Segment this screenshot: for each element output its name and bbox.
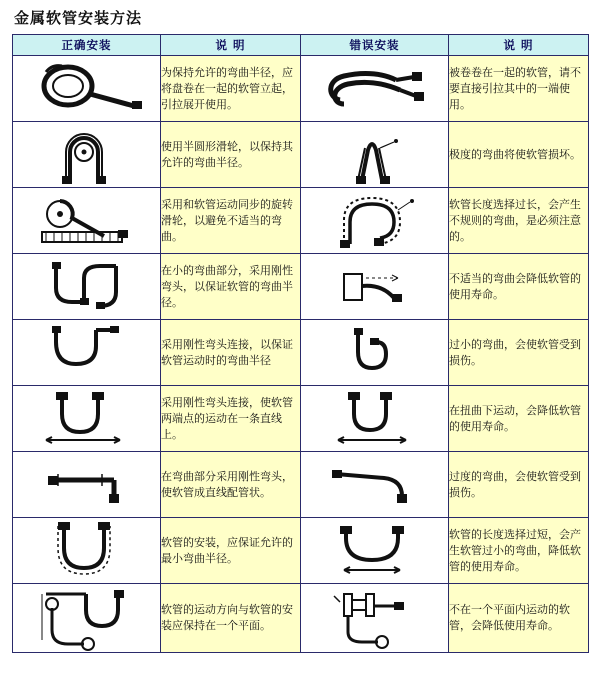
description-wrong: 过度的弯曲，会使软管受到损伤。 <box>449 452 589 518</box>
table-row <box>13 122 589 188</box>
too-long-hose-wrong-icon <box>310 522 440 580</box>
description-wrong: 软管长度选择过长，会产生不规则的弯曲，是必须注意的。 <box>449 188 589 254</box>
semicircular-sheave-correct-icon <box>22 126 152 184</box>
improper-bend-wrong-icon <box>310 258 440 316</box>
table-row <box>13 518 589 584</box>
description-correct: 采用刚性弯头连接，使软管两端点的运动在一条直线上。 <box>161 386 301 452</box>
min-bend-radius-correct-icon <box>22 522 152 580</box>
header-correct-install: 正确安装 <box>13 35 161 56</box>
figure-cell-wrong <box>301 584 449 653</box>
figure-cell-correct <box>13 188 161 254</box>
description-wrong: 过小的弯曲，会使软管受到损伤。 <box>449 320 589 386</box>
coiled-hose-wrong-icon <box>310 60 440 118</box>
figure-cell-wrong <box>301 386 449 452</box>
table-row <box>13 188 589 254</box>
figure-cell-correct <box>13 584 161 653</box>
hose-installation-table <box>12 34 589 653</box>
figure-cell-correct <box>13 386 161 452</box>
description-correct: 为保持允许的弯曲半径，应将盘卷在一起的软管立起，引拉展开使用。 <box>161 56 301 122</box>
table-row <box>13 56 589 122</box>
table-row <box>13 320 589 386</box>
figure-cell-correct <box>13 320 161 386</box>
figure-cell-wrong <box>301 320 449 386</box>
table-row <box>13 386 589 452</box>
too-small-bend-wrong-icon <box>310 324 440 382</box>
description-correct: 采用和软管运动同步的旋转滑轮，以避免不适当的弯曲。 <box>161 188 301 254</box>
description-correct: 软管的运动方向与软管的安装应保持在一个平面。 <box>161 584 301 653</box>
figure-cell-correct <box>13 122 161 188</box>
straight-line-elbow-correct-icon <box>22 390 152 448</box>
description-wrong: 极度的弯曲将使软管损坏。 <box>449 122 589 188</box>
description-wrong: 不在一个平面内运动的软管，会降低使用寿命。 <box>449 584 589 653</box>
excessive-bend-wrong-icon <box>310 456 440 514</box>
description-wrong: 软管的长度选择过短，会产生软管过小的弯曲，降低软管的使用寿命。 <box>449 518 589 584</box>
description-correct: 采用刚性弯头连接，以保证软管运动时的弯曲半径 <box>161 320 301 386</box>
description-wrong: 被卷卷在一起的软管，请不要直接引拉其中的一端使用。 <box>449 56 589 122</box>
table-row <box>13 254 589 320</box>
description-correct: 使用半圆形滑轮，以保持其允许的弯曲半径。 <box>161 122 301 188</box>
header-wrong-install: 错误安装 <box>301 35 449 56</box>
out-of-plane-motion-wrong-icon <box>310 584 440 652</box>
figure-cell-wrong <box>301 452 449 518</box>
rigid-bend-small-radius-correct-icon <box>22 258 152 316</box>
table-row <box>13 584 589 653</box>
figure-cell-correct <box>13 254 161 320</box>
description-correct: 软管的安装，应保证允许的最小弯曲半径。 <box>161 518 301 584</box>
figure-cell-correct <box>13 518 161 584</box>
figure-cell-correct <box>13 452 161 518</box>
header-description-1: 说 明 <box>161 35 301 56</box>
torsion-motion-wrong-icon <box>310 390 440 448</box>
description-wrong: 在扭曲下运动，会降低软管的使用寿命。 <box>449 386 589 452</box>
description-wrong: 不适当的弯曲会降低软管的使用寿命。 <box>449 254 589 320</box>
rigid-elbow-connection-correct-icon <box>22 324 152 382</box>
straight-piping-elbow-correct-icon <box>22 456 152 514</box>
description-correct: 在小的弯曲部分，采用刚性弯头，以保证软管的弯曲半径。 <box>161 254 301 320</box>
table-row <box>13 452 589 518</box>
figure-cell-wrong <box>301 56 449 122</box>
figure-cell-wrong <box>301 122 449 188</box>
table-header-row <box>13 35 589 56</box>
header-description-2: 说 明 <box>449 35 589 56</box>
description-correct: 在弯曲部分采用刚性弯头，使软管成直线配管状。 <box>161 452 301 518</box>
synchronized-pulley-correct-icon <box>22 192 152 250</box>
figure-cell-correct <box>13 56 161 122</box>
coiled-hose-correct-icon <box>22 60 152 118</box>
figure-cell-wrong <box>301 254 449 320</box>
page-title: 金属软管安装方法 <box>14 9 143 27</box>
same-plane-motion-correct-icon <box>22 584 152 652</box>
sharp-bend-wrong-icon <box>310 126 440 184</box>
figure-cell-wrong <box>301 188 449 254</box>
figure-cell-wrong <box>301 518 449 584</box>
long-hose-irregular-wrong-icon <box>310 192 440 250</box>
